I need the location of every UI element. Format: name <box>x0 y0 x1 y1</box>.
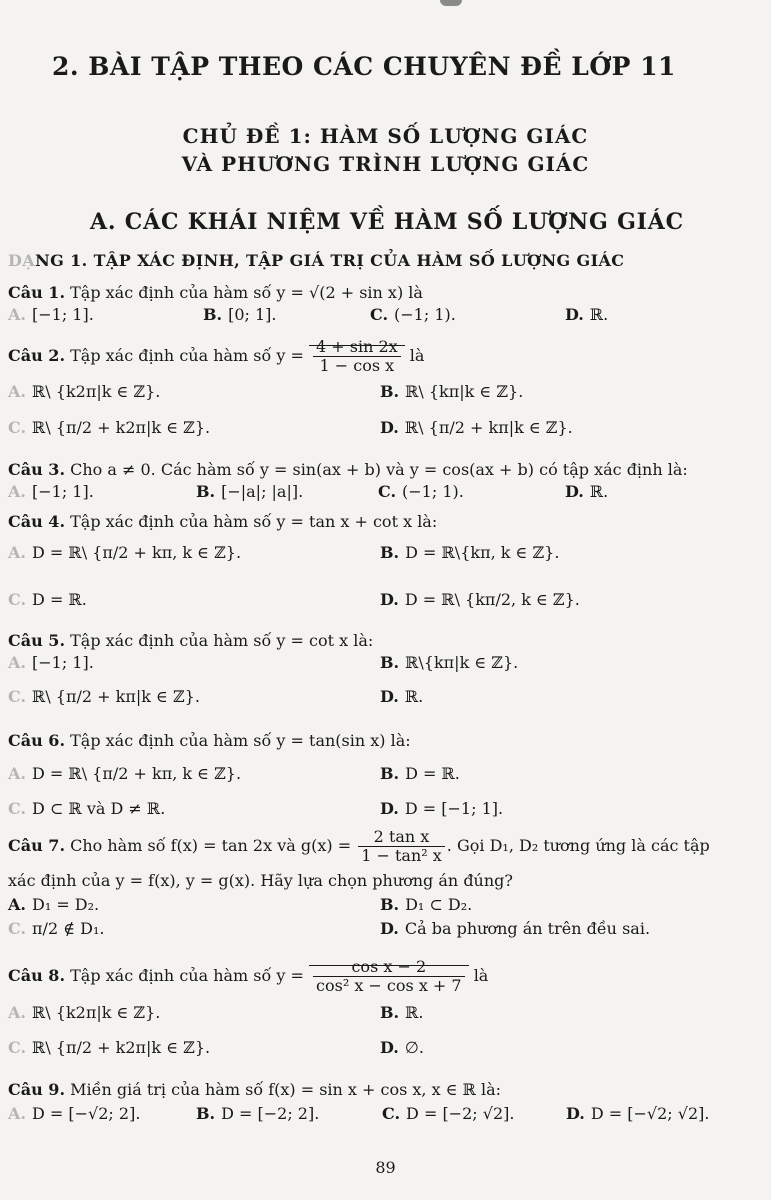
topic-title-line1: CHỦ ĐỀ 1: HÀM SỐ LƯỢNG GIÁC <box>182 124 589 148</box>
q7-fraction: $\frac{\text{2 tan x}}{\text{1 − tan² x}}$ <box>358 828 445 865</box>
q1-option-c: C. (−1; 1). <box>370 305 456 324</box>
question-3: Câu 3. Cho a ≠ 0. Các hàm số y = sin(ax + b) và y = cos(ax + b) có tập xác định là: <box>8 460 688 479</box>
q2-option-c: C. ℝ\ {π/2 + k2π|k ∈ ℤ}. <box>8 418 211 437</box>
q7-option-a: A. D₁ = D₂. <box>8 895 100 914</box>
question-7-line2: xác định của y = f(x), y = g(x). Hãy lựa chọn phương án đúng? <box>8 871 513 890</box>
q4-option-b: B. D = ℝ\{kπ, k ∈ ℤ}. <box>380 543 560 562</box>
q8-fraction: $\frac{\text{cos x − 2}}{\text{cos² x − cos x + 7}}$ <box>313 958 465 995</box>
q2-fraction: $\frac{4 + \sin 2x}{\text{1 − cos x}}$ <box>313 338 401 375</box>
q4-option-c: C. D = ℝ. <box>8 590 87 609</box>
q5-option-d: D. ℝ. <box>380 687 424 706</box>
question-5: Câu 5. Tập xác định của hàm số y = cot x là: <box>8 631 374 650</box>
q3-option-d: D. ℝ. <box>565 482 609 501</box>
type-heading: DẠNG 1. TẬP XÁC ĐỊNH, TẬP GIÁ TRỊ CỦA HÀM SỐ LƯỢNG GIÁC <box>8 251 625 270</box>
q2-option-b: B. ℝ\ {kπ|k ∈ ℤ}. <box>380 382 524 401</box>
q9-option-c: C. D = [−2; √2]. <box>382 1104 515 1123</box>
q9-option-d: D. D = [−√2; √2]. <box>566 1104 710 1123</box>
q6-option-d: D. D = [−1; 1]. <box>380 799 504 818</box>
question-7: Câu 7. Cho hàm số f(x) = tan 2x và g(x) = $\frac{\text{2 tan x}}{\text{1 − tan² x}}$ . Gọi D₁, D₂ tương ứng là các tập <box>8 827 710 865</box>
q1-option-d: D. ℝ. <box>565 305 609 324</box>
question-6: Câu 6. Tập xác định của hàm số y = tan(sin x) là: <box>8 731 411 750</box>
q3-option-c: C. (−1; 1). <box>378 482 464 501</box>
q8-option-a: A. ℝ\ {k2π|k ∈ ℤ}. <box>8 1003 161 1022</box>
page-number: 89 <box>375 1158 396 1177</box>
question-9: Câu 9. Miền giá trị của hàm số f(x) = sin x + cos x, x ∈ ℝ là: <box>8 1080 502 1099</box>
q6-option-a: A. D = ℝ\ {π/2 + kπ, k ∈ ℤ}. <box>8 764 242 783</box>
q9-option-a: A. D = [−√2; 2]. <box>8 1104 141 1123</box>
q7-option-c: C. π/2 ∉ D₁. <box>8 919 105 938</box>
q3-option-a: A. [−1; 1]. <box>8 482 94 501</box>
q7-option-d: D. Cả ba phương án trên đều sai. <box>380 919 651 938</box>
chapter-title: 2. BÀI TẬP THEO CÁC CHUYÊN ĐỀ LỚP 11 <box>52 52 676 81</box>
q7-option-b: B. D₁ ⊂ D₂. <box>380 895 473 914</box>
question-1: Câu 1. Tập xác định của hàm số y = √(2 + sin x) là <box>8 283 423 302</box>
q5-option-a: A. [−1; 1]. <box>8 653 94 672</box>
q6-option-b: B. D = ℝ. <box>380 764 460 783</box>
q1-option-b: B. [0; 1]. <box>203 305 277 324</box>
q8-option-d: D. ∅. <box>380 1038 424 1057</box>
q2-option-a: A. ℝ\ {k2π|k ∈ ℤ}. <box>8 382 161 401</box>
q4-option-d: D. D = ℝ\ {kπ/2, k ∈ ℤ}. <box>380 590 580 609</box>
q4-option-a: A. D = ℝ\ {π/2 + kπ, k ∈ ℤ}. <box>8 543 242 562</box>
q5-option-b: B. ℝ\{kπ|k ∈ ℤ}. <box>380 653 519 672</box>
q5-option-c: C. ℝ\ {π/2 + kπ|k ∈ ℤ}. <box>8 687 200 706</box>
question-8: Câu 8. Tập xác định của hàm số y = $\frac{\text{cos x − 2}}{\text{cos² x − cos x + 7}}$ là <box>8 957 489 995</box>
ink-mark <box>440 0 462 6</box>
question-1-text: Tập xác định của hàm số y = √(2 + sin x) là <box>70 283 423 302</box>
section-title: A. CÁC KHÁI NIỆM VỀ HÀM SỐ LƯỢNG GIÁC <box>90 209 684 235</box>
q1-option-a: A. [−1; 1]. <box>8 305 94 324</box>
q9-option-b: B. D = [−2; 2]. <box>196 1104 320 1123</box>
q2-option-d: D. ℝ\ {π/2 + kπ|k ∈ ℤ}. <box>380 418 573 437</box>
question-4: Câu 4. Tập xác định của hàm số y = tan x + cot x là: <box>8 512 438 531</box>
topic-title-line2: VÀ PHƯƠNG TRÌNH LƯỢNG GIÁC <box>181 152 590 176</box>
q8-option-c: C. ℝ\ {π/2 + k2π|k ∈ ℤ}. <box>8 1038 211 1057</box>
q8-option-b: B. ℝ. <box>380 1003 424 1022</box>
question-2: Câu 2. Tập xác định của hàm số y = $\frac{4 + \sin 2x}{\text{1 − cos x}}$ là <box>8 337 425 375</box>
q6-option-c: C. D ⊂ ℝ và D ≠ ℝ. <box>8 799 166 818</box>
q3-option-b: B. [−|a|; |a|]. <box>196 482 304 501</box>
